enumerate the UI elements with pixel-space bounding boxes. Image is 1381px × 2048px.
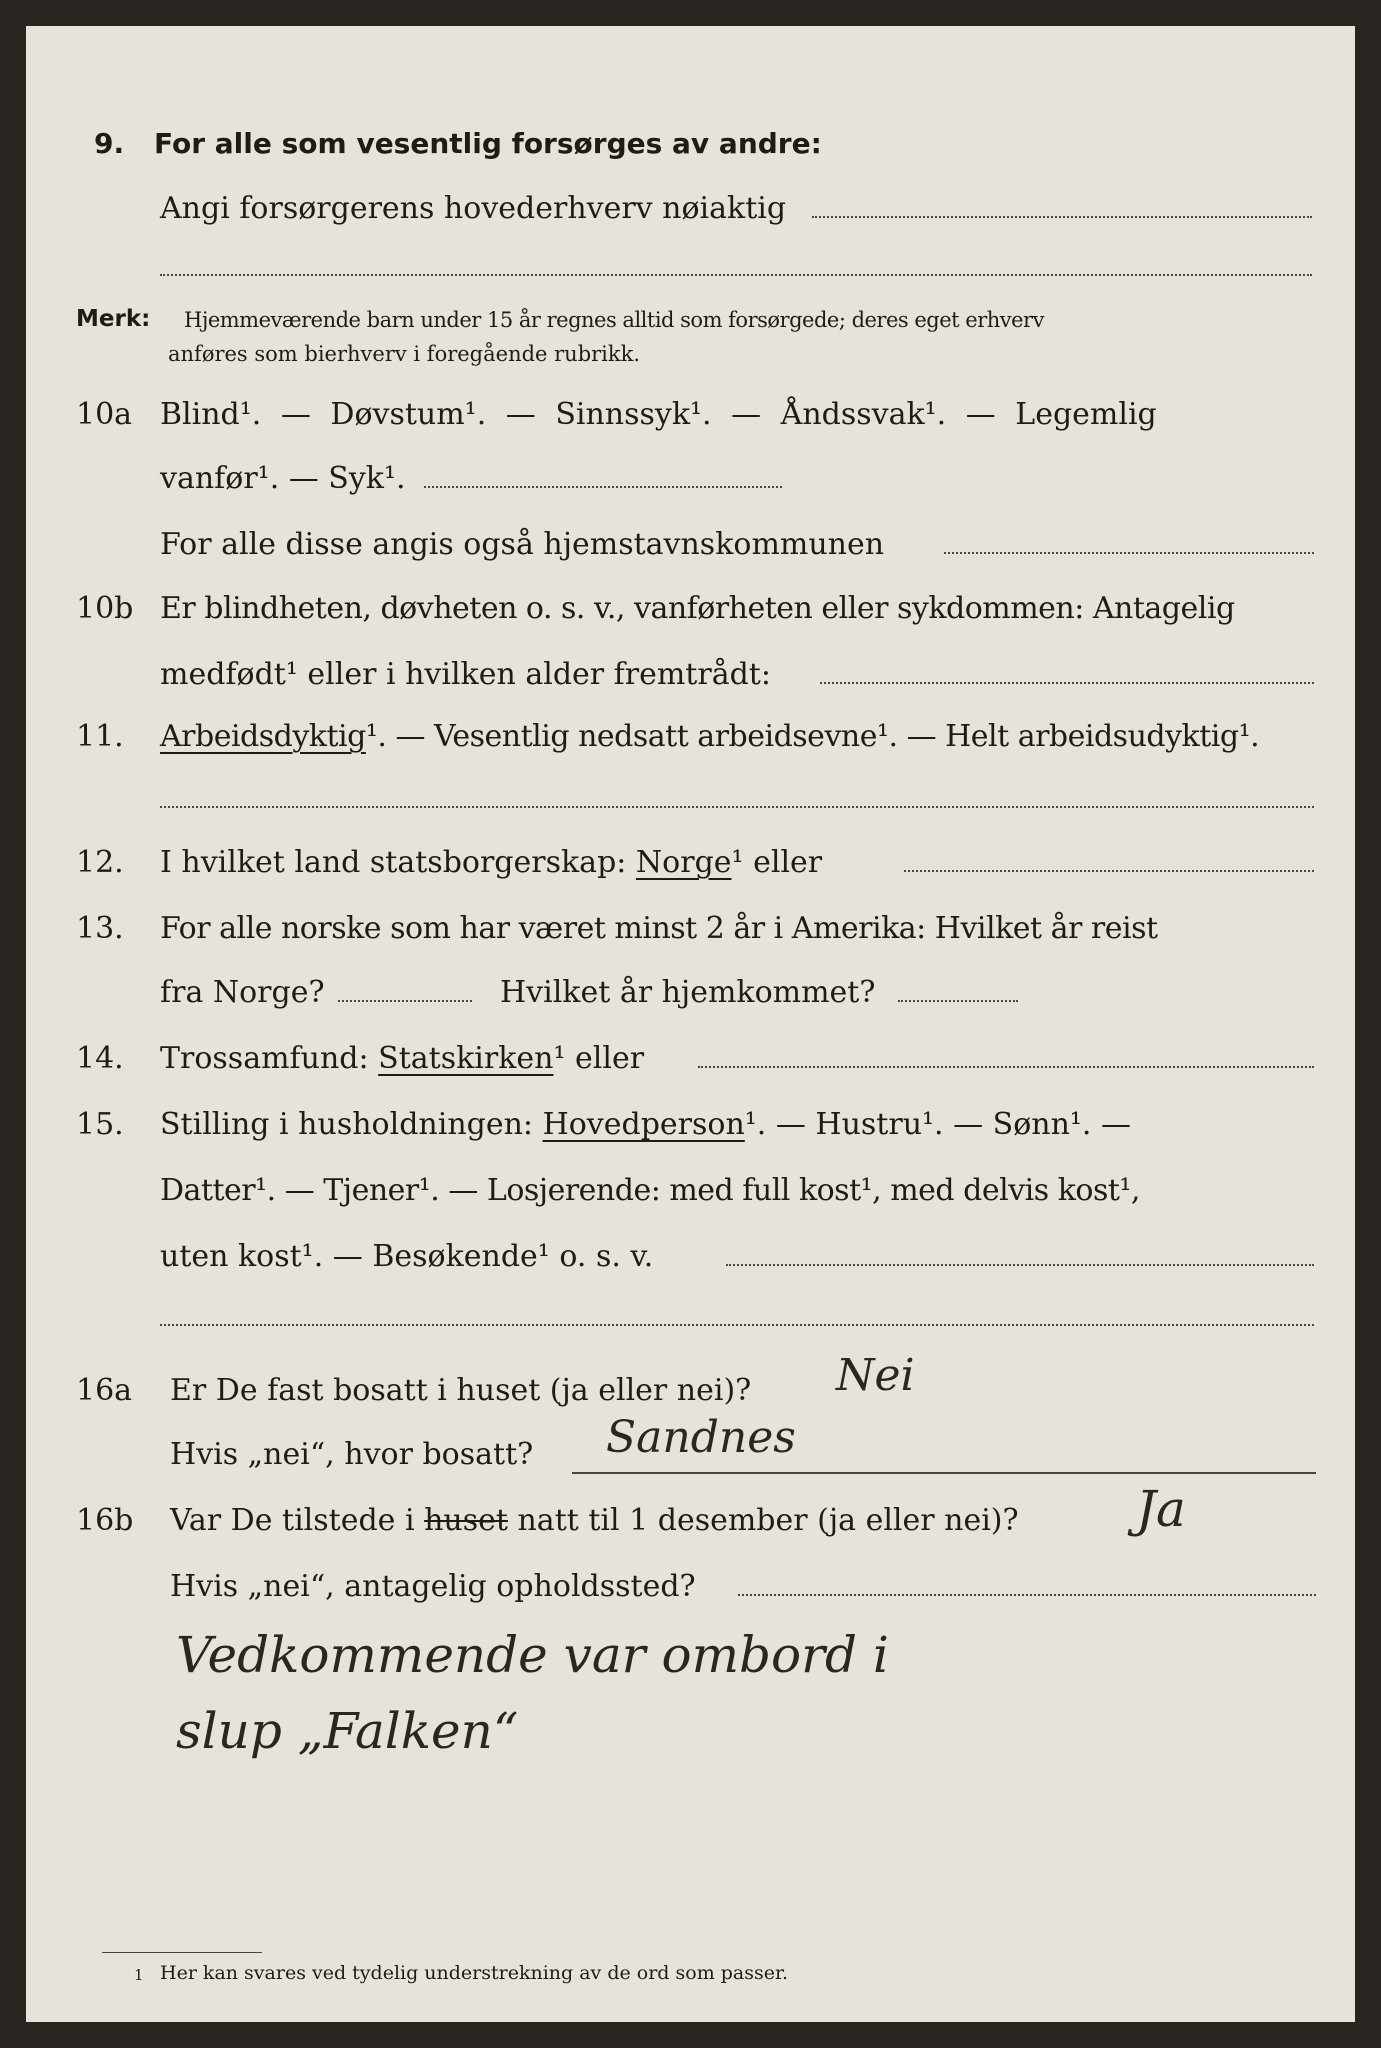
q15-prompt: Stilling i husholdningen: bbox=[160, 1107, 543, 1142]
merk-text-2: anføres som bierhverv i foregående rubrikk. bbox=[168, 342, 641, 366]
q15-number: 15. bbox=[76, 1107, 124, 1142]
q9-title: For alle som vesentlig forsørges av andre: bbox=[154, 127, 822, 160]
q16a-handwritten-answer-2: Sandnes bbox=[606, 1412, 796, 1463]
q15-post: ¹. — Hustru¹. — Sønn¹. — bbox=[744, 1107, 1132, 1142]
q13-line-1: For alle norske som har været minst 2 år i Amerika: Hvilket år reist bbox=[160, 911, 1158, 946]
q14-answer-selected: Statskirken bbox=[378, 1041, 554, 1076]
q10b-answer-field[interactable] bbox=[820, 682, 1314, 684]
q11-answer-field[interactable] bbox=[160, 806, 1314, 808]
q13-line-2a: fra Norge? bbox=[160, 975, 325, 1010]
q13-line-2b: Hvilket år hjemkommet? bbox=[500, 975, 876, 1010]
q11-number: 11. bbox=[76, 719, 124, 754]
q12-post: ¹ eller bbox=[731, 845, 823, 880]
q15-answer-field[interactable] bbox=[726, 1264, 1314, 1266]
merk-label: Merk: bbox=[76, 306, 151, 332]
footnote-mark: 1 bbox=[134, 1966, 144, 1984]
q16b-number: 16b bbox=[76, 1503, 134, 1538]
q10b-line-2: medfødt¹ eller i hvilken alder fremtrådt: bbox=[160, 657, 771, 692]
q10a-line-2: vanfør¹. — Syk¹. bbox=[160, 461, 406, 496]
q9-answer-field-2[interactable] bbox=[160, 274, 1312, 276]
q10a-line-3: For alle disse angis også hjemstavnskommunen bbox=[160, 527, 885, 562]
q11-option-selected: Arbeidsdyktig bbox=[160, 719, 366, 754]
q10a-number: 10a bbox=[76, 397, 133, 432]
q16b-post: natt til 1 desember (ja eller nei)? bbox=[507, 1503, 1019, 1538]
q12-prompt: I hvilket land statsborgerskap: bbox=[160, 845, 636, 880]
q13-return-field[interactable] bbox=[898, 1000, 1018, 1002]
q13-number: 13. bbox=[76, 911, 124, 946]
q14-number: 14. bbox=[76, 1041, 124, 1076]
q10b-number: 10b bbox=[76, 591, 134, 626]
q12-number: 12. bbox=[76, 845, 124, 880]
q15-answer-field-2[interactable] bbox=[160, 1324, 1314, 1326]
q14-line bbox=[160, 1041, 645, 1076]
q14-prompt: Trossamfund: bbox=[160, 1041, 379, 1076]
census-form-page bbox=[26, 26, 1355, 2022]
q10a-line-1: Blind¹. — Døvstum¹. — Sinnssyk¹. — Åndssvak¹. — Legemlig bbox=[160, 397, 1157, 432]
q15-answer-selected: Hovedperson bbox=[542, 1107, 745, 1142]
q16a-line-2: Hvis „nei“, hvor bosatt? bbox=[170, 1437, 534, 1472]
q15-line-3: uten kost¹. — Besøkende¹ o. s. v. bbox=[160, 1239, 654, 1274]
q13-departure-field[interactable] bbox=[338, 1000, 472, 1002]
q12-answer-field[interactable] bbox=[904, 870, 1314, 872]
q16b-handwritten-note-2: slup „Falken“ bbox=[176, 1702, 519, 1760]
q12-line bbox=[160, 845, 823, 880]
q10a-hometown-field[interactable] bbox=[944, 552, 1314, 554]
q16b-struck-word: huset bbox=[424, 1503, 508, 1538]
q16b-handwritten-answer-1: Ja bbox=[1136, 1480, 1186, 1538]
merk-text-1: Hjemmeværende barn under 15 år regnes alltid som forsørgede; deres eget erhverv bbox=[184, 308, 1044, 332]
q14-answer-field[interactable] bbox=[698, 1066, 1314, 1068]
q11-line bbox=[160, 719, 1260, 754]
q9-number: 9. bbox=[94, 127, 125, 160]
q16b-answer-field[interactable] bbox=[738, 1594, 1316, 1596]
footnote-text: Her kan svares ved tydelig understrekning av de ord som passer. bbox=[160, 1962, 789, 1984]
q16a-line-1: Er De fast bosatt i huset (ja eller nei)? bbox=[170, 1373, 752, 1408]
q9-answer-field[interactable] bbox=[812, 216, 1312, 218]
q16a-number: 16a bbox=[76, 1373, 133, 1408]
q16b-line-2: Hvis „nei“, antagelig opholdssted? bbox=[170, 1569, 696, 1604]
q11-rest: ¹. — Vesentlig nedsatt arbeidsevne¹. — Helt arbeidsudyktig¹. bbox=[365, 719, 1260, 754]
q16b-line-1 bbox=[170, 1503, 1019, 1538]
q12-answer-selected: Norge bbox=[635, 845, 732, 880]
q16b-handwritten-note-1: Vedkommende var ombord i bbox=[176, 1626, 889, 1684]
q16a-answer-line bbox=[572, 1472, 1316, 1474]
footnote-rule bbox=[102, 1952, 262, 1953]
q15-line-2: Datter¹. — Tjener¹. — Losjerende: med full kost¹, med delvis kost¹, bbox=[160, 1173, 1140, 1208]
q10a-answer-field[interactable] bbox=[424, 486, 782, 488]
q16b-prompt: Var De tilstede i bbox=[170, 1503, 425, 1538]
q15-line-1 bbox=[160, 1107, 1132, 1142]
q16a-handwritten-answer-1: Nei bbox=[836, 1350, 915, 1401]
q10b-line-1: Er blindheten, døvheten o. s. v., vanførheten eller sykdommen: Antagelig bbox=[160, 591, 1235, 626]
q14-post: ¹ eller bbox=[553, 1041, 645, 1076]
q9-line: Angi forsørgerens hovederhverv nøiaktig bbox=[160, 191, 787, 226]
